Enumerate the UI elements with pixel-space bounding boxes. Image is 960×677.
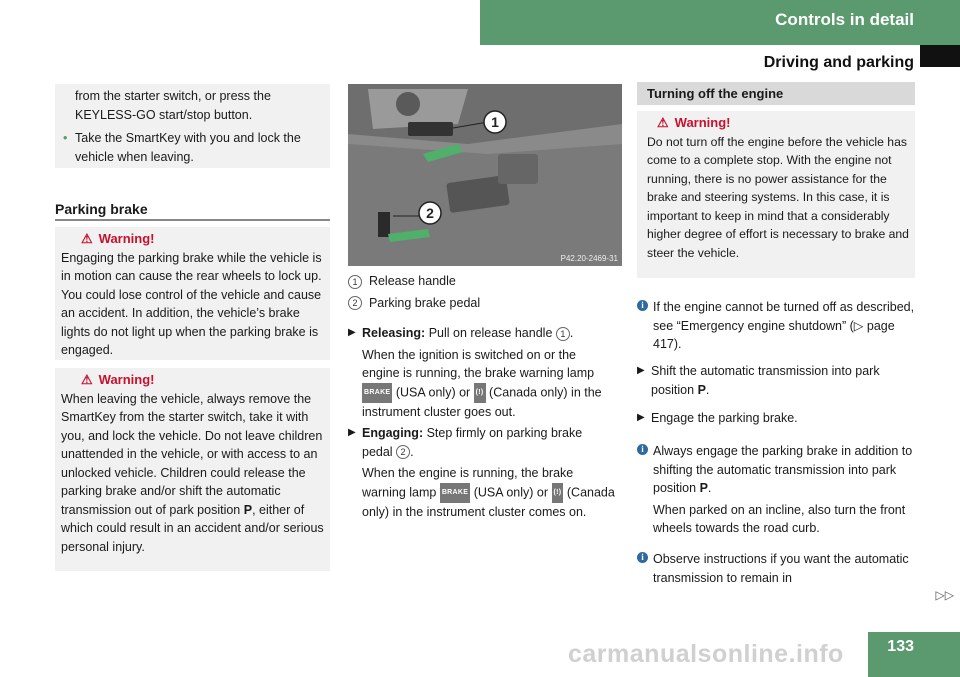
legend-list <box>348 272 616 312</box>
bullet-dot-icon: • <box>63 131 68 145</box>
callout-1: 1 <box>491 114 499 130</box>
step-engage-brake: ▶ Engage the parking brake. <box>637 409 915 428</box>
canada-brake-lamp-icon: (!) <box>474 383 486 404</box>
info-note-3: i Observe instructions if you want the automatic transmission to remain in <box>637 550 915 587</box>
watermark: carmanualsonline.info <box>568 640 844 668</box>
page-number: 133 <box>887 638 914 655</box>
parking-brake-heading: Parking brake <box>55 201 148 217</box>
brake-lamp-icon: BRAKE <box>362 383 392 404</box>
canada-brake-lamp-icon: (!) <box>552 483 564 504</box>
warning-title: ⚠ Warning! <box>61 371 324 390</box>
turning-off-heading-bar <box>637 82 915 105</box>
info-note-2: i Always engage the parking brake in addition to shifting the automatic transmission into park position P. When parked on an incline, also turn the front wheels towards the road curb. <box>637 442 915 538</box>
bullet-text: Take the SmartKey with you and lock the vehicle when leaving. <box>75 131 301 164</box>
legend-item-1: 1 Release handle <box>348 272 616 291</box>
callout-number-icon: 2 <box>348 296 362 310</box>
info-icon: i <box>637 300 648 311</box>
warning-text: When leaving the vehicle, always remove the SmartKey from the starter switch, take it with you, and lock the vehicle. Do not leave children unattended in the vehicle, or with access to an unlocked vehicle. Children could release the parking brake and/or shift the automatic transmission out of park position P, either of which could result in an accident and/or serious personal injury. <box>61 391 324 554</box>
warning-box-1 <box>55 227 330 360</box>
info-icon: i <box>637 444 648 455</box>
warning-triangle-icon: ⚠ <box>657 115 669 130</box>
callout-number-icon: 2 <box>396 445 410 459</box>
subsection-title: Driving and parking <box>763 54 914 71</box>
continued-text: from the starter switch, or press the KEYLESS-GO start/stop button. <box>75 89 271 122</box>
engaging-step: ▶ Engaging: Step firmly on parking brake pedal 2 . When the engine is running, the brake warning lamp BRAKE (USA only) or (!) (Canada only) in the instrument cluster comes on. <box>348 426 615 519</box>
warning-title: ⚠ Warning! <box>61 230 324 249</box>
heading-rule <box>55 219 330 221</box>
legend-item-2: 2 Parking brake pedal <box>348 294 616 313</box>
bullet-item <box>63 129 322 166</box>
parking-brake-photo <box>348 84 622 266</box>
photo-caption: P42.20-2469-31 <box>560 254 618 263</box>
step-arrow-icon: ▶ <box>637 365 645 376</box>
section-title: Controls in detail <box>775 10 914 29</box>
warning-box-2 <box>55 368 330 571</box>
page-number-box <box>868 632 960 677</box>
step-arrow-icon: ▶ <box>637 412 645 423</box>
warning-text: Engaging the parking brake while the vehicle is in motion can cause the rear wheels to lock up. You could lose control of the vehicle and cause an accident. In addition, the vehicle’s brake lights do not light up when the parking brake is engaged. <box>61 250 322 357</box>
continued-bullet-box <box>55 84 330 168</box>
warning-triangle-icon: ⚠ <box>81 372 93 387</box>
parking-brake-illustration <box>348 84 622 266</box>
warning-text: Do not turn off the engine before the vehicle has come to a complete stop. With the engine not running, there is no power assistance for the brake and steering systems. In this case, it is important to keep in mind that a considerably higher degree of effort is necessary to brake and steer the vehicle. <box>647 134 909 260</box>
continued-marker: ▷▷ <box>935 588 954 602</box>
warning-box-3 <box>637 111 915 278</box>
info-icon: i <box>637 552 648 563</box>
step-shift-park: ▶ Shift the automatic transmission into park position P. <box>637 364 880 397</box>
turning-off-heading: Turning off the engine <box>647 86 784 101</box>
warning-triangle-icon: ⚠ <box>81 231 93 246</box>
callout-number-icon: 1 <box>556 327 570 341</box>
warning-title: ⚠ Warning! <box>647 114 909 133</box>
info-note-1: i If the engine cannot be turned off as described, see “Emergency engine shutdown” (▷ page 417). <box>637 298 915 354</box>
header-tab-marker <box>920 45 960 67</box>
brake-lamp-icon: BRAKE <box>440 483 470 504</box>
releasing-step: ▶ Releasing: Pull on release handle 1 . When the ignition is switched on or the engine is running, the brake warning lamp BRAKE (USA only) or (!) (Canada only) in the instrument cluster goes out. <box>348 326 602 419</box>
callout-2: 2 <box>426 205 434 221</box>
step-arrow-icon: ▶ <box>348 327 356 338</box>
callout-number-icon: 1 <box>348 275 362 289</box>
step-arrow-icon: ▶ <box>348 427 356 438</box>
